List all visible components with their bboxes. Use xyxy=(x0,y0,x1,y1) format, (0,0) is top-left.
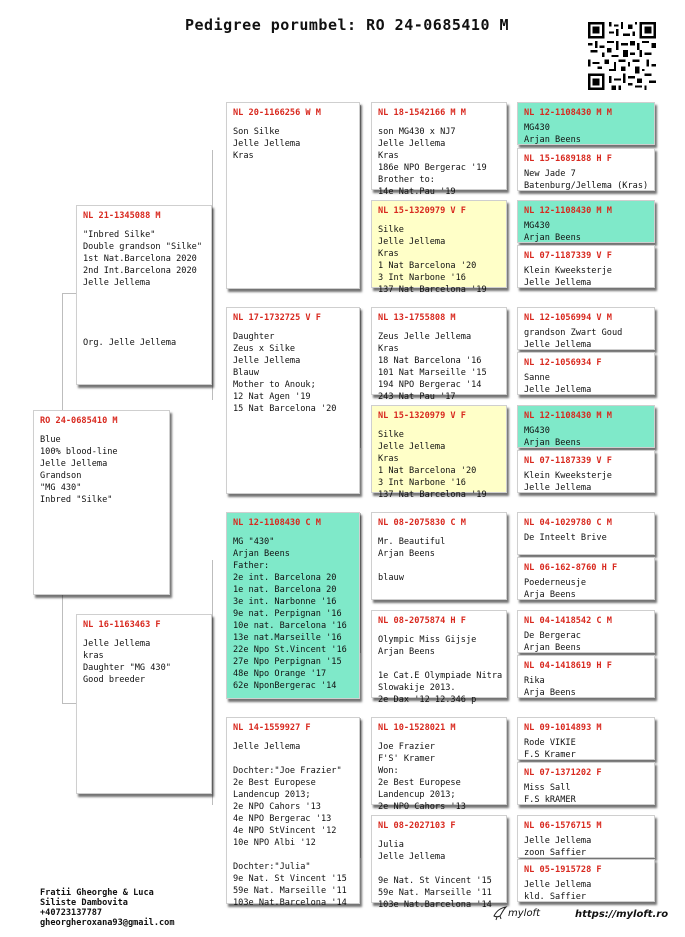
pedigree-text: 10e NPO Albi '12 xyxy=(233,838,316,848)
pedigree-text: 1 Nat Barcelona '20 xyxy=(378,466,477,476)
pedigree-text: Kras xyxy=(378,344,399,354)
ring-number: NL 07-1187339 V F xyxy=(524,251,612,261)
pedigree-text: 22e Npo St.Vincent '16 xyxy=(233,645,347,655)
pedigree-text: 18 Nat Barcelona '16 xyxy=(378,356,482,366)
ring-number: NL 12-1056934 F xyxy=(524,358,602,368)
pedigree-text: Kras xyxy=(378,454,399,464)
ancestor-card[interactable] xyxy=(517,717,655,760)
breeder-location: Siliste Dambovita xyxy=(40,898,128,908)
ring-number: NL 21-1345088 M xyxy=(83,211,161,221)
ancestor-card[interactable] xyxy=(517,200,655,243)
pedigree-text: Jelle Jellema xyxy=(233,742,301,752)
pedigree-text: Kras xyxy=(378,151,399,161)
ring-number: NL 12-1108430 C M xyxy=(233,518,321,528)
connector xyxy=(212,150,225,400)
pedigree-text: 9e Nat. St Vincent '15 xyxy=(233,874,347,884)
connector xyxy=(212,560,225,805)
pedigree-text: 137 Nat Barcelona '19 xyxy=(378,285,487,295)
grandparent-card[interactable] xyxy=(226,102,360,289)
pedigree-text: Jelle Jellema xyxy=(524,340,592,350)
ring-number: NL 07-1187339 V F xyxy=(524,456,612,466)
pedigree-text xyxy=(233,753,353,765)
pedigree-text: Zeus x Silke xyxy=(233,344,296,354)
breeder-contact xyxy=(40,888,175,928)
pedigree-text: Jelle Jellema xyxy=(378,442,446,452)
pedigree-text: MG430 xyxy=(524,426,550,436)
pedigree-text: 3e int. Narbonne '16 xyxy=(233,597,337,607)
ring-number: NL 18-1542166 M M xyxy=(378,108,466,118)
pedigree-text: Kras xyxy=(378,249,399,259)
pedigree-text: Org. Jelle Jellema xyxy=(83,338,177,348)
pedigree-text: Jelle Jellema xyxy=(524,385,592,395)
great-grandparent-card[interactable] xyxy=(371,200,507,295)
pedigree-text: 103e Nat.Barcelona '14 xyxy=(233,898,347,908)
pedigree-text: 59e Nat. Marseille '11 xyxy=(378,888,492,898)
breeder-name: Fratii Gheorghe & Luca xyxy=(40,888,154,898)
pedigree-text: "Inbred Silke" xyxy=(83,230,156,240)
qr-code-icon[interactable] xyxy=(588,22,656,90)
brand-name: myloft xyxy=(508,908,540,919)
pedigree-text: 2e Best Europese xyxy=(378,778,461,788)
grandparent-card[interactable] xyxy=(226,307,360,494)
dam-card[interactable] xyxy=(76,614,212,794)
pedigree-text: Kras xyxy=(233,151,254,161)
pedigree-text: 101 Nat Marseille '15 xyxy=(378,368,487,378)
ring-number: RO 24-0685410 M xyxy=(40,416,118,426)
connector xyxy=(360,718,371,858)
great-grandparent-card[interactable] xyxy=(371,512,507,600)
pedigree-text: Landencup 2013; xyxy=(378,790,456,800)
ring-number: NL 12-1108430 M M xyxy=(524,108,612,118)
pedigree-text: Jelle Jellema xyxy=(40,459,108,469)
ring-number: NL 15-1320979 V F xyxy=(378,206,466,216)
connector xyxy=(62,703,76,704)
pedigree-text: Inbred "Silke" xyxy=(40,495,113,505)
ancestor-card[interactable] xyxy=(517,762,655,805)
pedigree-text: Joe Frazier xyxy=(378,742,435,752)
pedigree-text: Arja Beens xyxy=(524,688,576,698)
page-title: Pedigree porumbel: RO 24-0685410 M xyxy=(185,16,510,34)
pedigree-text: kras xyxy=(83,651,104,661)
pedigree-text: Good breeder xyxy=(83,675,146,685)
pigeon-logo-icon xyxy=(492,905,508,921)
pedigree-text: Jelle Jellema xyxy=(378,852,446,862)
pedigree-text: 1 Nat Barcelona '20 xyxy=(378,261,477,271)
ring-number: NL 20-1166256 W M xyxy=(233,108,321,118)
ring-number: NL 08-2075830 C M xyxy=(378,518,466,528)
pedigree-text: Arjan Beens xyxy=(524,135,581,145)
pedigree-text: 3 Int Narbone '16 xyxy=(378,478,466,488)
ring-number: NL 04-1029780 C M xyxy=(524,518,612,528)
pedigree-text: Arjan Beens xyxy=(524,233,581,243)
ancestor-card[interactable] xyxy=(517,655,655,698)
pedigree-text: 243 Nat Pau '17 xyxy=(378,392,456,402)
pedigree-text: Arja Beens xyxy=(524,590,576,600)
pedigree-text: 4e NPO StVincent '12 xyxy=(233,826,337,836)
ring-number: NL 17-1732725 V F xyxy=(233,313,321,323)
ring-number: NL 13-1755808 M xyxy=(378,313,456,323)
ring-number: NL 12-1108430 M M xyxy=(524,206,612,216)
pedigree-text: MG430 xyxy=(524,221,550,231)
connector xyxy=(62,293,76,294)
pedigree-text: Sanne xyxy=(524,373,550,383)
pedigree-text: Mr. Beautiful xyxy=(378,537,446,547)
pedigree-text: 9e nat. Perpignan '16 xyxy=(233,609,342,619)
pedigree-text: 12 Nat Agen '19 xyxy=(233,392,311,402)
ring-number: NL 12-1056994 V M xyxy=(524,313,612,323)
ring-number: NL 04-1418619 H F xyxy=(524,661,612,671)
pedigree-text: 10e nat. Barcelona '16 xyxy=(233,621,347,631)
pedigree-text: Jelle Jellema xyxy=(378,139,446,149)
pedigree-text: Jelle Jellema xyxy=(233,356,301,366)
ring-number: NL 06-162-8760 H F xyxy=(524,563,618,573)
great-grandparent-card[interactable] xyxy=(371,102,507,197)
pedigree-text: Jelle Jellema xyxy=(233,139,301,149)
ancestor-card[interactable] xyxy=(517,610,655,653)
ring-number: NL 04-1418542 C M xyxy=(524,616,612,626)
pedigree-text: 9e Nat. St Vincent '15 xyxy=(378,876,492,886)
pedigree-text: Brother to: xyxy=(378,175,435,185)
pedigree-text: Jelle Jellema xyxy=(83,639,151,649)
pedigree-text: blauw xyxy=(378,573,404,583)
ancestor-card[interactable] xyxy=(517,405,655,448)
pedigree-text: Klein Kweeksterje xyxy=(524,266,612,276)
pedigree-text: 186e NPO Bergerac '19 xyxy=(378,163,487,173)
pedigree-text: MG430 xyxy=(524,123,550,133)
pedigree-text: Jelle Jellema xyxy=(524,880,592,890)
pedigree-text: 1st Nat.Barcelona 2020 xyxy=(83,254,197,264)
pedigree-text: Landencup 2013; xyxy=(233,790,311,800)
pedigree-text: De Bergerac xyxy=(524,631,581,641)
pedigree-text: 2e int. Barcelona 20 xyxy=(233,573,337,583)
pedigree-text: 2nd Int.Barcelona 2020 xyxy=(83,266,197,276)
pedigree-text: grandson Zwart Goud xyxy=(524,328,623,338)
pedigree-text: Arjan Beens xyxy=(524,438,581,448)
great-grandparent-card[interactable] xyxy=(371,307,507,402)
pedigree-text: Blue xyxy=(40,435,61,445)
ring-number: NL 10-1528021 M xyxy=(378,723,456,733)
pedigree-text: 103e Nat.Barcelona '14 xyxy=(378,900,492,910)
pedigree-text: 2e Best Europese xyxy=(233,778,316,788)
pedigree-text: Zeus Jelle Jellema xyxy=(378,332,472,342)
pedigree-text xyxy=(83,313,205,325)
pedigree-text xyxy=(378,863,500,875)
great-grandparent-card[interactable] xyxy=(371,610,507,705)
ancestor-card[interactable] xyxy=(517,815,655,858)
pedigree-text: Won: xyxy=(378,766,399,776)
pedigree-text: F.S kRAMER xyxy=(524,795,576,805)
pedigree-text: Klein Kweeksterje xyxy=(524,471,612,481)
ring-number: NL 08-2027103 F xyxy=(378,821,456,831)
pedigree-text xyxy=(83,325,205,337)
great-grandparent-card[interactable] xyxy=(371,815,507,910)
pedigree-text: 1e nat. Barcelona 20 xyxy=(233,585,337,595)
pedigree-text: MG "430" xyxy=(233,537,275,547)
pedigree-text xyxy=(378,560,500,572)
pedigree-text: Olympic Miss Gijsje xyxy=(378,635,477,645)
pedigree-text: 3 Int Narbone '16 xyxy=(378,273,466,283)
breeder-email: gheorgheroxana93@gmail.com xyxy=(40,918,175,928)
pedigree-text: Slowakije 2013. xyxy=(378,683,456,693)
ring-number: NL 15-1689188 H F xyxy=(524,154,612,164)
pedigree-text: Mother to Anouk; xyxy=(233,380,316,390)
ancestor-card[interactable] xyxy=(517,352,655,395)
great-grandparent-card[interactable] xyxy=(371,405,507,500)
pedigree-text: 59e Nat. Marseille '11 xyxy=(233,886,347,896)
pedigree-text: New Jade 7 xyxy=(524,169,576,179)
ancestor-card[interactable] xyxy=(517,859,655,902)
pedigree-text: 4e NPO Bergerac '13 xyxy=(233,814,332,824)
breeder-phone: +40723137787 xyxy=(40,908,103,918)
pedigree-text: Daughter "MG 430" xyxy=(83,663,171,673)
pedigree-text: Son Silke xyxy=(233,127,280,137)
ring-number: NL 06-1576715 M xyxy=(524,821,602,831)
pedigree-text: zoon Saffier xyxy=(524,848,587,858)
ancestor-card[interactable] xyxy=(517,450,655,493)
ancestor-card[interactable] xyxy=(517,245,655,288)
great-grandparent-card[interactable] xyxy=(371,717,507,812)
pedigree-text: Silke xyxy=(378,430,404,440)
connector xyxy=(360,308,371,448)
website-link[interactable]: https://myloft.ro xyxy=(575,909,669,920)
pedigree-text: Arjan Beens xyxy=(378,647,435,657)
pedigree-text: 15 Nat Barcelona '20 xyxy=(233,404,337,414)
pedigree-text: Jelle Jellema xyxy=(524,483,592,493)
ancestor-card[interactable] xyxy=(517,102,655,145)
pedigree-text xyxy=(83,301,205,313)
ring-number: NL 09-1014893 M xyxy=(524,723,602,733)
pedigree-text: Rode VIKIE xyxy=(524,738,576,748)
sire-card[interactable] xyxy=(76,205,212,385)
pedigree-text: Grandson xyxy=(40,471,82,481)
pedigree-text: Double grandson "Silke" xyxy=(83,242,202,252)
pedigree-text: 62e NponBergerac '14 xyxy=(233,681,337,691)
pedigree-text: Dochter:"Julia" xyxy=(233,862,311,872)
pedigree-text: Julia xyxy=(378,840,404,850)
pedigree-text: Jelle Jellema xyxy=(378,237,446,247)
pedigree-text xyxy=(378,658,500,670)
pedigree-text: 1e Cat.E Olympiade Nitra xyxy=(378,671,503,681)
pedigree-text: Daughter xyxy=(233,332,275,342)
pedigree-text: "MG 430" xyxy=(40,483,82,493)
pedigree-text: 100% blood-line xyxy=(40,447,118,457)
ancestor-card[interactable] xyxy=(517,512,655,555)
pedigree-text: Silke xyxy=(378,225,404,235)
pedigree-text: 27e Npo Perpignan '15 xyxy=(233,657,342,667)
pedigree-text: Arjan Beens xyxy=(233,549,290,559)
ring-number: NL 05-1915728 F xyxy=(524,865,602,875)
pedigree-text: 13e nat.Marseille '16 xyxy=(233,633,342,643)
connector xyxy=(360,105,371,250)
pedigree-text: kld. Saffier xyxy=(524,892,587,902)
pedigree-text: 2e NPO Cahors '13 xyxy=(378,802,466,812)
pedigree-text: Batenburg/Jellema (Kras) xyxy=(524,181,649,191)
pedigree-text: De Inteelt Brive xyxy=(524,533,607,543)
pedigree-text: Jelle Jellema xyxy=(524,836,592,846)
pedigree-text: Blauw xyxy=(233,368,259,378)
pedigree-text: 48e Npo Orange '17 xyxy=(233,669,327,679)
subject-pigeon-card[interactable] xyxy=(33,410,170,595)
pedigree-text: 2e NPO Cahors '13 xyxy=(233,802,321,812)
pedigree-text: Miss Sall xyxy=(524,783,571,793)
ring-number: NL 14-1559927 F xyxy=(233,723,311,733)
pedigree-text: Rika xyxy=(524,676,545,686)
pedigree-text: F.S Kramer xyxy=(524,750,576,760)
pedigree-text: Poederneusje xyxy=(524,578,587,588)
pedigree-text: 194 NPO Bergerac '14 xyxy=(378,380,482,390)
pedigree-text xyxy=(83,289,205,301)
ancestor-card[interactable] xyxy=(517,307,655,350)
ancestor-card[interactable] xyxy=(517,557,655,600)
grandparent-card[interactable] xyxy=(226,512,360,699)
pedigree-text: Arjan Beens xyxy=(378,549,435,559)
pedigree-text: Jelle Jellema xyxy=(524,278,592,288)
ancestor-card[interactable] xyxy=(517,148,655,191)
pedigree-text: Dochter:"Joe Frazier" xyxy=(233,766,342,776)
pedigree-text: son MG430 x NJ7 xyxy=(378,127,456,137)
ring-number: NL 15-1320979 V F xyxy=(378,411,466,421)
pedigree-text: 137 Nat Barcelona '19 xyxy=(378,490,487,500)
pedigree-text: F'S' Kramer xyxy=(378,754,435,764)
pedigree-text: Father: xyxy=(233,561,270,571)
pedigree-text: Arjan Beens xyxy=(524,643,581,653)
grandparent-card[interactable] xyxy=(226,717,360,908)
ring-number: NL 12-1108430 M M xyxy=(524,411,612,421)
ring-number: NL 07-1371202 F xyxy=(524,768,602,778)
pedigree-text: 2e Dax '12 12.346 p xyxy=(378,695,477,705)
ring-number: NL 08-2075874 H F xyxy=(378,616,466,626)
connector xyxy=(360,513,371,653)
pedigree-text: Jelle Jellema xyxy=(83,278,151,288)
pedigree-text xyxy=(233,849,353,861)
ring-number: NL 16-1163463 F xyxy=(83,620,161,630)
pedigree-text: 14e Nat.Pau '19 xyxy=(378,187,456,197)
